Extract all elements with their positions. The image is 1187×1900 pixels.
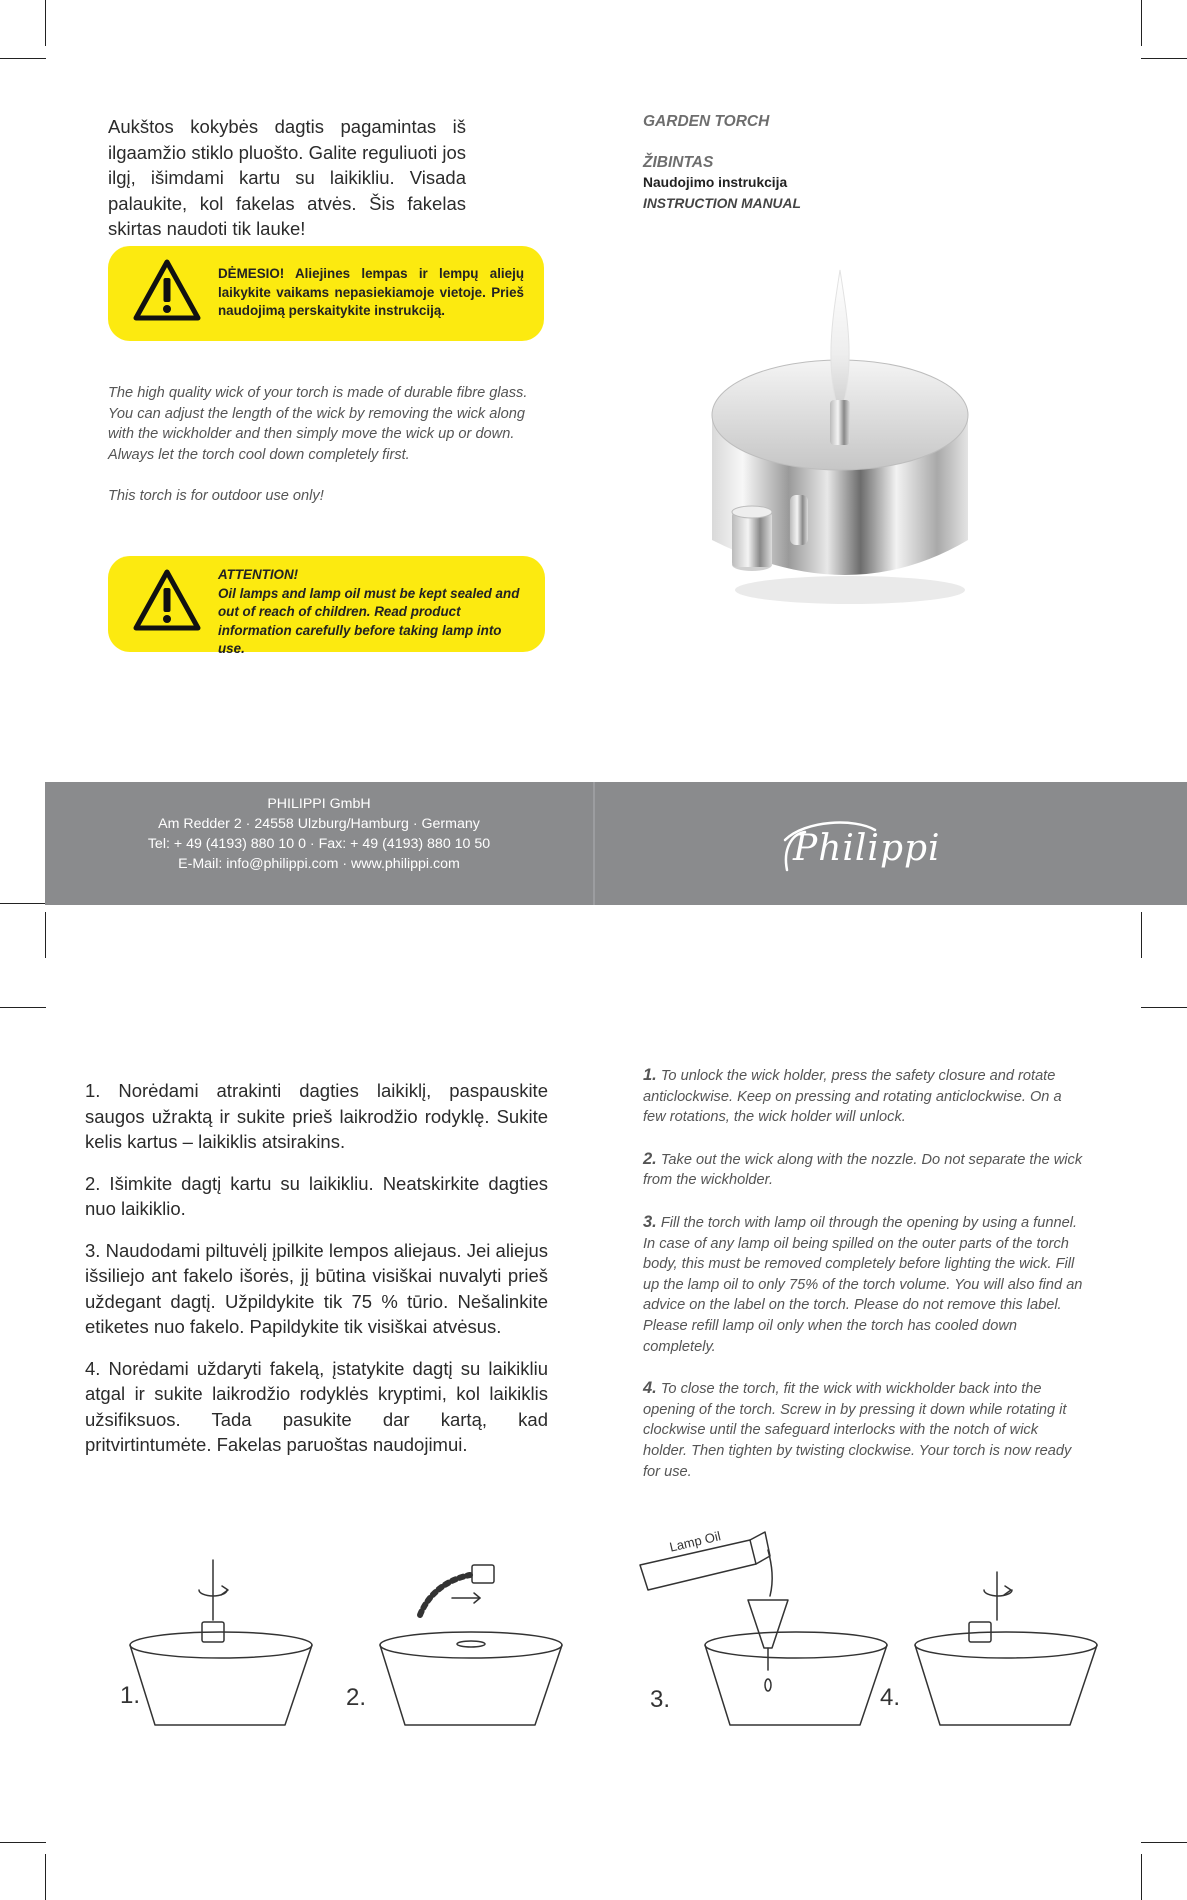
step-en-text: To unlock the wick holder, press the safety closure and rotate anticlockwise. Keep on pressing and rotating anticlockwise. On a few rotations, the wick holder will unlock. bbox=[643, 1068, 1062, 1126]
step-en-3 bbox=[643, 1212, 1083, 1357]
product-title-lt: ŽIBINTAS bbox=[643, 154, 714, 171]
intro-lt-text: Aukštos kokybės dagtis pagamintas iš ilgaamžio stiklo pluošto. Galite reguliuoti jos ilgį, išimdami kartu su laikikliu. Visada palaukite, kol fakelas atvės. Šis fakelas skirtas naudoti tik lauke! bbox=[108, 116, 466, 239]
crop-mark bbox=[1141, 1842, 1187, 1843]
manual-title-en: INSTRUCTION MANUAL bbox=[643, 196, 801, 211]
step-lt-3: 3. Naudodami piltuvėlį įpilkite lempos aliejaus. Jei aliejus išsiliejo ant fakelo išorės, jį būtina visiškai nuvalyti prieš uždegant dagtį. Užpildykite tik 75 % tūrio. Nešalinkite etiketes nuo fakelo. Papildykite tik visiškai atvėsus. bbox=[85, 1239, 548, 1337]
warning-icon bbox=[132, 568, 202, 632]
crop-mark bbox=[1141, 0, 1142, 46]
step-en-num: 3. bbox=[643, 1212, 657, 1231]
step-en-num: 2. bbox=[643, 1149, 657, 1168]
crop-mark bbox=[45, 0, 46, 46]
step-lt-1: 1. Norėdami atrakinti dagties laikiklį, paspauskite saugos užraktą ir sukite prieš laikrodžio rodyklę. Sukite kelis kartus – laikiklis atsirakins. bbox=[85, 1080, 548, 1152]
diagram-label-2: 2. bbox=[346, 1684, 367, 1711]
torch-product-image bbox=[700, 250, 980, 640]
intro-lt bbox=[108, 114, 466, 242]
lamp-oil-label: Lamp Oil bbox=[668, 1528, 723, 1555]
diagram-3-fill-oil bbox=[640, 1532, 887, 1725]
crop-mark bbox=[0, 58, 46, 59]
steps-lt bbox=[85, 1078, 548, 1458]
diagram-1-unlock bbox=[130, 1560, 312, 1725]
diagram-label-4: 4. bbox=[880, 1684, 901, 1711]
step-en-text: Fill the torch with lamp oil through the opening by using a funnel. In case of any lamp oil being spilled on the outer parts of the torch body, this must be removed completely before lighting the wick. Fill up the lamp oil to only 75% of the torch volume. You will also find an advice on the label on the torch. Please do not remove this label. Please refill lamp oil only when the torch has cooled down completely. bbox=[643, 1214, 1083, 1355]
footer-phone: Tel: + 49 (4193) 880 10 0 · Fax: + 49 (4193) 880 10 50 bbox=[147, 836, 491, 852]
warning-body-lt: Aliejines lempas ir lempų aliejų laikykite vaikams nepasiekiamoje vietoje. Prieš naudojimą perskaitykite instrukciją. bbox=[218, 266, 524, 318]
warning-title-lt: DĖMESIO! bbox=[218, 266, 285, 281]
crop-mark bbox=[1141, 1854, 1142, 1900]
warning-body-en: Oil lamps and lamp oil must be kept sealed and out of reach of children. Read product information carefully before taking lamp into use. bbox=[218, 585, 520, 656]
logo-wordmark: Philippi bbox=[793, 828, 941, 869]
philippi-logo bbox=[765, 810, 1005, 880]
manual-title-lt: Naudojimo instrukcija bbox=[643, 175, 788, 190]
step-en-text: Take out the wick along with the nozzle. Do not separate the wick from the wickholder. bbox=[643, 1151, 1083, 1189]
footer-contact bbox=[45, 782, 593, 905]
crop-mark bbox=[0, 1007, 46, 1008]
intro-en bbox=[108, 383, 548, 507]
step-en-2 bbox=[643, 1149, 1083, 1191]
crop-mark bbox=[0, 1842, 46, 1843]
step-en-4 bbox=[643, 1378, 1083, 1482]
step-lt-2: 2. Išimkite dagtį kartu su laikikliu. Neatskirkite dagties nuo laikiklio. bbox=[85, 1172, 548, 1219]
crop-mark bbox=[0, 903, 46, 904]
header-block bbox=[643, 112, 1023, 214]
footer-address: Am Redder 2 · 24558 Ulzburg/Hamburg · Germany bbox=[158, 816, 480, 832]
warning-box-lt bbox=[108, 246, 544, 341]
steps-en bbox=[643, 1065, 1083, 1482]
diagram-2-remove-wick bbox=[380, 1565, 562, 1725]
footer-band bbox=[45, 782, 1187, 905]
footer-company: PHILIPPI GmbH bbox=[267, 796, 371, 812]
warning-icon bbox=[132, 258, 202, 322]
step-en-num: 4. bbox=[643, 1379, 657, 1398]
intro-en-p1: The high quality wick of your torch is made of durable fibre glass. You can adjust the length of the wick by removing the wick along with the wickholder and then simply move the wick up or down. Always let the torch cool down completely first. bbox=[108, 385, 528, 463]
step-en-text: To close the torch, fit the wick with wickholder back into the opening of the torch. Screw in by pressing it down while rotating it clockwise until the safeguard interlocks with the notch of wick holder. Then tighten by twisting clockwise. Your torch is now ready for use. bbox=[643, 1381, 1072, 1480]
step-lt-4: 4. Norėdami uždaryti fakelą, įstatykite dagtį su laikikliu atgal ir sukite laikrodžio rodyklės kryptimi, kol laikiklis užsifiksuos. Tada pasukite dar kartą, kad pritvirtintumėte. Fakelas paruoštas naudojimui. bbox=[85, 1357, 548, 1455]
crop-mark bbox=[1141, 58, 1187, 59]
footer-web: E-Mail: info@philippi.com · www.philippi.com bbox=[178, 856, 460, 872]
crop-mark bbox=[1141, 1007, 1187, 1008]
step-en-num: 1. bbox=[643, 1066, 657, 1084]
crop-mark bbox=[45, 1854, 46, 1900]
warning-box-en bbox=[108, 556, 545, 656]
diagram-label-3: 3. bbox=[650, 1686, 671, 1713]
warning-text-en bbox=[218, 566, 525, 659]
diagram-4-close bbox=[915, 1572, 1097, 1725]
footer-divider bbox=[593, 782, 595, 905]
warning-title-en: ATTENTION! bbox=[218, 567, 299, 582]
intro-en-p2: This torch is for outdoor use only! bbox=[108, 488, 324, 505]
product-title-en: GARDEN TORCH bbox=[643, 113, 770, 130]
diagram-label-1: 1. bbox=[120, 1682, 141, 1709]
step-en-1 bbox=[643, 1065, 1083, 1128]
warning-text-lt bbox=[218, 265, 524, 321]
crop-mark bbox=[1141, 912, 1142, 958]
instruction-diagrams bbox=[0, 1520, 1187, 1730]
crop-mark bbox=[45, 912, 46, 958]
